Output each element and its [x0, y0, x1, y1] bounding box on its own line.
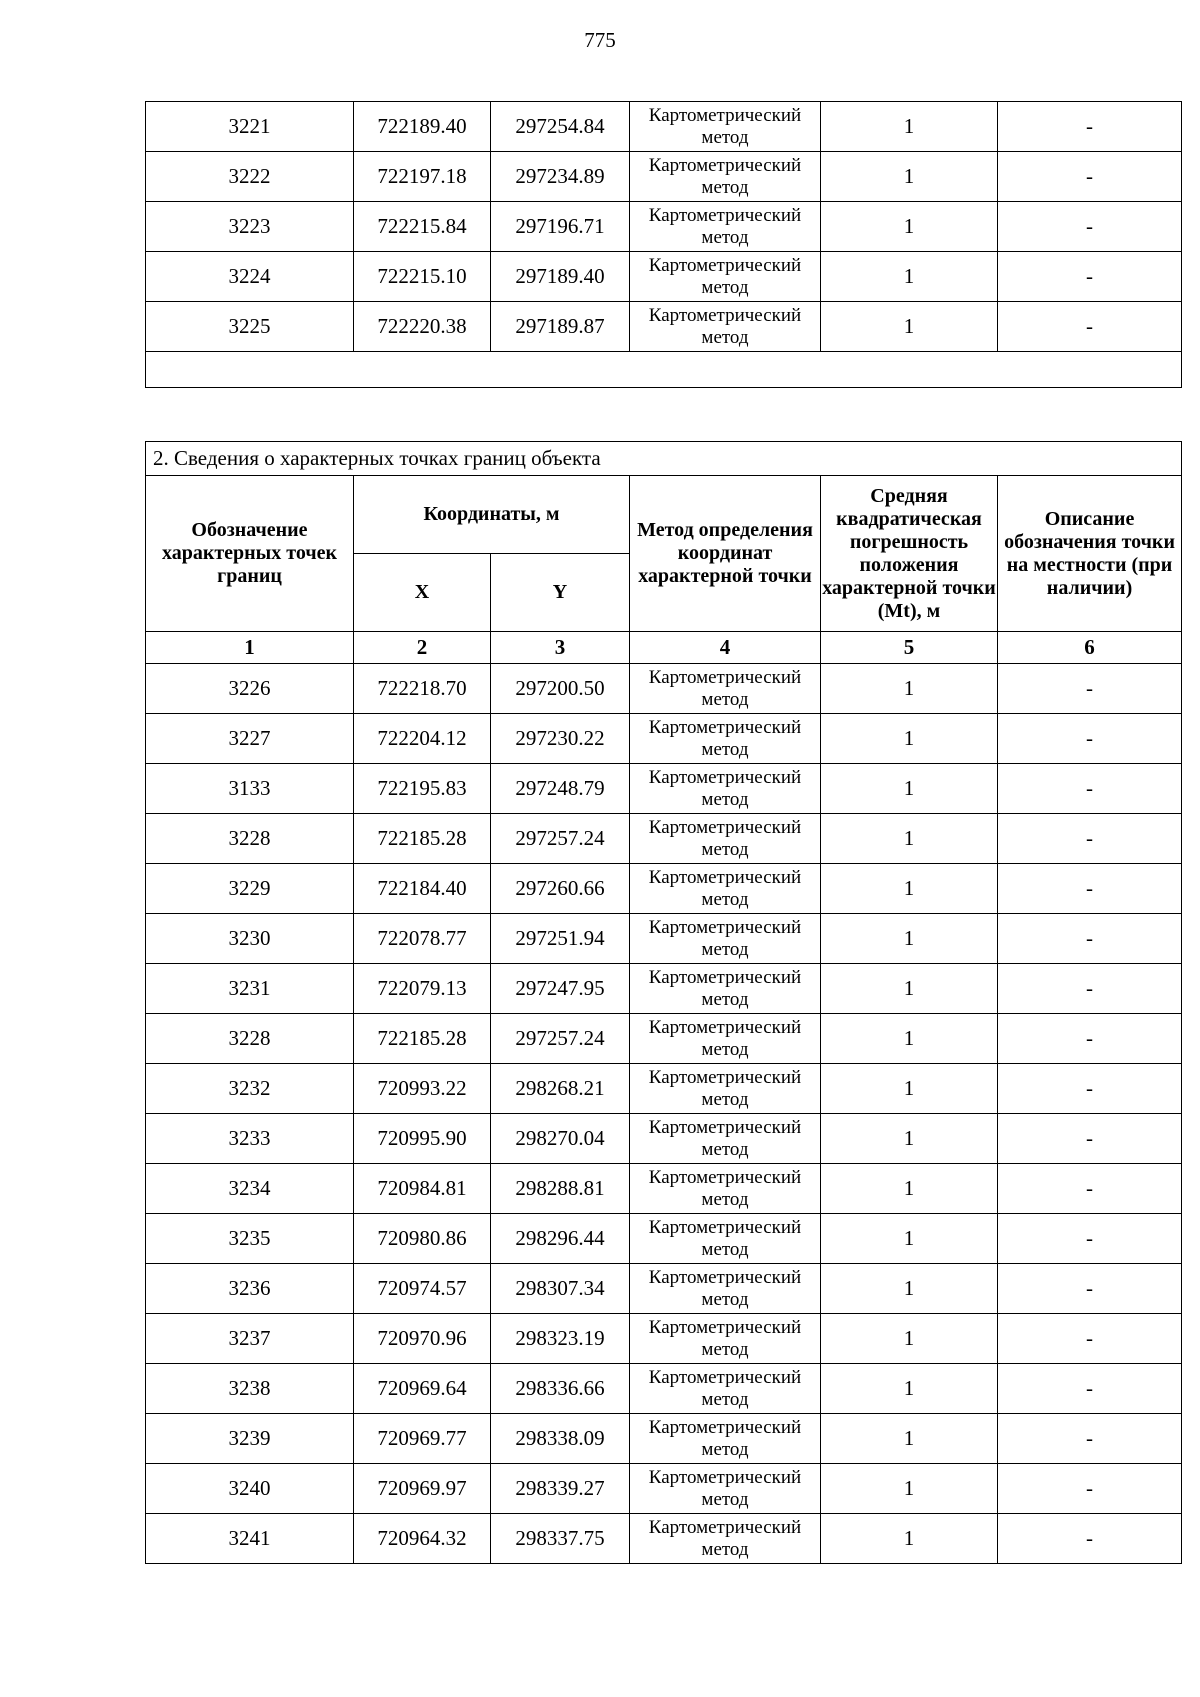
method-cell	[630, 302, 821, 352]
y-coordinate-cell: 298337.75	[491, 1514, 630, 1564]
method-line-1: Картометрический	[648, 1516, 802, 1538]
mt-cell: 1	[821, 1264, 998, 1314]
method-line-1: Картометрический	[648, 304, 802, 326]
method-line-1: Картометрический	[648, 716, 802, 738]
table-row	[146, 1014, 1182, 1064]
x-coordinate-cell: 720974.57	[354, 1264, 491, 1314]
point-id-cell: 3222	[146, 152, 354, 202]
table-row	[146, 1514, 1182, 1564]
y-coordinate-cell: 298336.66	[491, 1364, 630, 1414]
description-cell: -	[998, 1164, 1182, 1214]
column-number: 1	[146, 632, 354, 664]
description-cell: -	[998, 664, 1182, 714]
method-cell	[630, 1114, 821, 1164]
mt-cell: 1	[821, 1114, 998, 1164]
method-line-2: метод	[701, 1088, 749, 1110]
method-line-1: Картометрический	[648, 254, 802, 276]
point-id-cell: 3234	[146, 1164, 354, 1214]
method-line-1: Картометрический	[648, 1366, 802, 1388]
table-row	[146, 914, 1182, 964]
description-cell: -	[998, 1464, 1182, 1514]
method-cell	[630, 1514, 821, 1564]
table-row	[146, 1464, 1182, 1514]
method-line-1: Картометрический	[648, 1316, 802, 1338]
method-line-1: Картометрический	[648, 916, 802, 938]
y-coordinate-cell: 298323.19	[491, 1314, 630, 1364]
method-line-2: метод	[701, 1538, 749, 1560]
description-cell: -	[998, 1414, 1182, 1464]
description-cell: -	[998, 1214, 1182, 1264]
y-coordinate-cell: 297196.71	[491, 202, 630, 252]
mt-cell: 1	[821, 1414, 998, 1464]
point-id-cell: 3223	[146, 202, 354, 252]
header-point-designation: Обозначение характерных точек границ	[146, 476, 354, 632]
point-id-cell: 3221	[146, 102, 354, 152]
point-id-cell: 3133	[146, 764, 354, 814]
method-line-1: Картометрический	[648, 1116, 802, 1138]
y-coordinate-cell: 297257.24	[491, 814, 630, 864]
y-coordinate-cell: 297257.24	[491, 1014, 630, 1064]
method-line-2: метод	[701, 988, 749, 1010]
x-coordinate-cell: 720980.86	[354, 1214, 491, 1264]
mt-cell: 1	[821, 764, 998, 814]
table-row	[146, 1064, 1182, 1114]
y-coordinate-cell: 297248.79	[491, 764, 630, 814]
header-description: Описание обозначения точки на местности (при наличии)	[998, 476, 1182, 632]
method-cell	[630, 864, 821, 914]
method-line-1: Картометрический	[648, 666, 802, 688]
header-mean-square-error: Средняя квадратическая погрешность положения характерной точки (Mt), м	[821, 476, 998, 632]
x-coordinate-cell: 720984.81	[354, 1164, 491, 1214]
column-number: 3	[491, 632, 630, 664]
method-cell	[630, 1464, 821, 1514]
y-coordinate-cell: 297230.22	[491, 714, 630, 764]
column-number: 4	[630, 632, 821, 664]
y-coordinate-cell: 297189.87	[491, 302, 630, 352]
method-line-2: метод	[701, 838, 749, 860]
method-line-1: Картометрический	[648, 1216, 802, 1238]
method-line-2: метод	[701, 888, 749, 910]
x-coordinate-cell: 722185.28	[354, 1014, 491, 1064]
empty-row	[146, 352, 1182, 388]
method-line-1: Картометрический	[648, 1466, 802, 1488]
y-coordinate-cell: 297254.84	[491, 102, 630, 152]
method-line-2: метод	[701, 1138, 749, 1160]
method-cell	[630, 964, 821, 1014]
point-id-cell: 3240	[146, 1464, 354, 1514]
method-cell	[630, 152, 821, 202]
section-title: 2. Сведения о характерных точках границ объекта	[146, 442, 1182, 476]
table-row	[146, 1264, 1182, 1314]
x-coordinate-cell: 720970.96	[354, 1314, 491, 1364]
method-line-1: Картометрический	[648, 816, 802, 838]
mt-cell: 1	[821, 1164, 998, 1214]
description-cell: -	[998, 152, 1182, 202]
method-cell	[630, 1214, 821, 1264]
method-line-1: Картометрический	[648, 104, 802, 126]
method-line-2: метод	[701, 938, 749, 960]
x-coordinate-cell: 722184.40	[354, 864, 491, 914]
y-coordinate-cell: 297189.40	[491, 252, 630, 302]
mt-cell: 1	[821, 1064, 998, 1114]
mt-cell: 1	[821, 964, 998, 1014]
table-row	[146, 1414, 1182, 1464]
y-coordinate-cell: 297247.95	[491, 964, 630, 1014]
header-y: Y	[491, 554, 630, 632]
mt-cell: 1	[821, 1314, 998, 1364]
header-method: Метод определения координат характерной точки	[630, 476, 821, 632]
x-coordinate-cell: 722078.77	[354, 914, 491, 964]
point-id-cell: 3239	[146, 1414, 354, 1464]
y-coordinate-cell: 298270.04	[491, 1114, 630, 1164]
point-id-cell: 3231	[146, 964, 354, 1014]
table-row	[146, 1314, 1182, 1364]
table-row	[146, 964, 1182, 1014]
method-line-2: метод	[701, 1388, 749, 1410]
point-id-cell: 3228	[146, 1014, 354, 1064]
table-row	[146, 864, 1182, 914]
mt-cell: 1	[821, 1464, 998, 1514]
table-row	[146, 252, 1182, 302]
y-coordinate-cell: 298307.34	[491, 1264, 630, 1314]
page-number: 775	[584, 28, 616, 52]
point-id-cell: 3241	[146, 1514, 354, 1564]
point-id-cell: 3228	[146, 814, 354, 864]
method-cell	[630, 102, 821, 152]
table-row	[146, 152, 1182, 202]
x-coordinate-cell: 722204.12	[354, 714, 491, 764]
y-coordinate-cell: 298268.21	[491, 1064, 630, 1114]
x-coordinate-cell: 720969.97	[354, 1464, 491, 1514]
column-number: 2	[354, 632, 491, 664]
x-coordinate-cell: 722215.84	[354, 202, 491, 252]
table-row	[146, 814, 1182, 864]
method-cell	[630, 1014, 821, 1064]
point-id-cell: 3224	[146, 252, 354, 302]
description-cell: -	[998, 1264, 1182, 1314]
x-coordinate-cell: 722195.83	[354, 764, 491, 814]
description-cell: -	[998, 964, 1182, 1014]
method-line-1: Картометрический	[648, 966, 802, 988]
description-cell: -	[998, 252, 1182, 302]
y-coordinate-cell: 298338.09	[491, 1414, 630, 1464]
method-line-2: метод	[701, 1188, 749, 1210]
mt-cell: 1	[821, 814, 998, 864]
method-line-2: метод	[701, 788, 749, 810]
method-line-2: метод	[701, 276, 749, 298]
column-numbers-row	[146, 632, 1182, 664]
method-line-2: метод	[701, 1488, 749, 1510]
method-line-2: метод	[701, 226, 749, 248]
method-line-1: Картометрический	[648, 1066, 802, 1088]
point-id-cell: 3233	[146, 1114, 354, 1164]
description-cell: -	[998, 202, 1182, 252]
table-row	[146, 1214, 1182, 1264]
x-coordinate-cell: 722218.70	[354, 664, 491, 714]
method-line-1: Картометрический	[648, 1416, 802, 1438]
x-coordinate-cell: 722215.10	[354, 252, 491, 302]
description-cell: -	[998, 1064, 1182, 1114]
boundary-points-table-continued	[145, 101, 1182, 388]
empty-cell	[146, 352, 1182, 388]
x-coordinate-cell: 720969.64	[354, 1364, 491, 1414]
method-line-1: Картометрический	[648, 866, 802, 888]
description-cell: -	[998, 1014, 1182, 1064]
mt-cell: 1	[821, 152, 998, 202]
method-line-1: Картометрический	[648, 154, 802, 176]
y-coordinate-cell: 297260.66	[491, 864, 630, 914]
method-line-2: метод	[701, 1038, 749, 1060]
y-coordinate-cell: 298296.44	[491, 1214, 630, 1264]
mt-cell: 1	[821, 302, 998, 352]
description-cell: -	[998, 1364, 1182, 1414]
y-coordinate-cell: 297200.50	[491, 664, 630, 714]
method-line-1: Картометрический	[648, 204, 802, 226]
description-cell: -	[998, 1314, 1182, 1364]
mt-cell: 1	[821, 202, 998, 252]
method-line-1: Картометрический	[648, 1266, 802, 1288]
x-coordinate-cell: 720995.90	[354, 1114, 491, 1164]
header-coordinates: Координаты, м	[354, 476, 630, 554]
method-line-2: метод	[701, 1438, 749, 1460]
x-coordinate-cell: 722079.13	[354, 964, 491, 1014]
table-row	[146, 202, 1182, 252]
method-cell	[630, 714, 821, 764]
x-coordinate-cell: 720969.77	[354, 1414, 491, 1464]
y-coordinate-cell: 298288.81	[491, 1164, 630, 1214]
boundary-points-table	[145, 441, 1182, 1564]
description-cell: -	[998, 814, 1182, 864]
method-cell	[630, 202, 821, 252]
header-x: X	[354, 554, 491, 632]
description-cell: -	[998, 102, 1182, 152]
method-line-2: метод	[701, 176, 749, 198]
table-row	[146, 102, 1182, 152]
x-coordinate-cell: 722197.18	[354, 152, 491, 202]
x-coordinate-cell: 722189.40	[354, 102, 491, 152]
method-cell	[630, 914, 821, 964]
method-cell	[630, 1314, 821, 1364]
method-cell	[630, 1264, 821, 1314]
table-row	[146, 1114, 1182, 1164]
description-cell: -	[998, 914, 1182, 964]
method-line-2: метод	[701, 126, 749, 148]
point-id-cell: 3225	[146, 302, 354, 352]
method-cell	[630, 1064, 821, 1114]
table-row	[146, 1164, 1182, 1214]
method-cell	[630, 814, 821, 864]
table2-body	[146, 664, 1182, 1564]
point-id-cell: 3232	[146, 1064, 354, 1114]
x-coordinate-cell: 722220.38	[354, 302, 491, 352]
table-row	[146, 302, 1182, 352]
point-id-cell: 3227	[146, 714, 354, 764]
y-coordinate-cell: 298339.27	[491, 1464, 630, 1514]
table-row	[146, 1364, 1182, 1414]
point-id-cell: 3229	[146, 864, 354, 914]
x-coordinate-cell: 720993.22	[354, 1064, 491, 1114]
method-line-2: метод	[701, 1288, 749, 1310]
mt-cell: 1	[821, 252, 998, 302]
method-cell	[630, 1414, 821, 1464]
point-id-cell: 3236	[146, 1264, 354, 1314]
point-id-cell: 3235	[146, 1214, 354, 1264]
point-id-cell: 3237	[146, 1314, 354, 1364]
table-row	[146, 764, 1182, 814]
point-id-cell: 3230	[146, 914, 354, 964]
mt-cell: 1	[821, 714, 998, 764]
x-coordinate-cell: 722185.28	[354, 814, 491, 864]
table1-body	[146, 102, 1182, 388]
table-row	[146, 714, 1182, 764]
method-cell	[630, 764, 821, 814]
mt-cell: 1	[821, 864, 998, 914]
method-cell	[630, 1164, 821, 1214]
method-line-1: Картометрический	[648, 1166, 802, 1188]
mt-cell: 1	[821, 914, 998, 964]
method-line-2: метод	[701, 1338, 749, 1360]
mt-cell: 1	[821, 1014, 998, 1064]
y-coordinate-cell: 297234.89	[491, 152, 630, 202]
method-line-1: Картометрический	[648, 1016, 802, 1038]
description-cell: -	[998, 302, 1182, 352]
method-line-2: метод	[701, 738, 749, 760]
point-id-cell: 3226	[146, 664, 354, 714]
column-number: 5	[821, 632, 998, 664]
method-cell	[630, 1364, 821, 1414]
y-coordinate-cell: 297251.94	[491, 914, 630, 964]
mt-cell: 1	[821, 1514, 998, 1564]
mt-cell: 1	[821, 1214, 998, 1264]
description-cell: -	[998, 714, 1182, 764]
description-cell: -	[998, 864, 1182, 914]
method-line-1: Картометрический	[648, 766, 802, 788]
description-cell: -	[998, 1114, 1182, 1164]
description-cell: -	[998, 1514, 1182, 1564]
mt-cell: 1	[821, 1364, 998, 1414]
method-line-2: метод	[701, 326, 749, 348]
column-number: 6	[998, 632, 1182, 664]
x-coordinate-cell: 720964.32	[354, 1514, 491, 1564]
method-cell	[630, 664, 821, 714]
method-line-2: метод	[701, 1238, 749, 1260]
mt-cell: 1	[821, 102, 998, 152]
description-cell: -	[998, 764, 1182, 814]
point-id-cell: 3238	[146, 1364, 354, 1414]
mt-cell: 1	[821, 664, 998, 714]
method-cell	[630, 252, 821, 302]
table-row	[146, 664, 1182, 714]
method-line-2: метод	[701, 688, 749, 710]
